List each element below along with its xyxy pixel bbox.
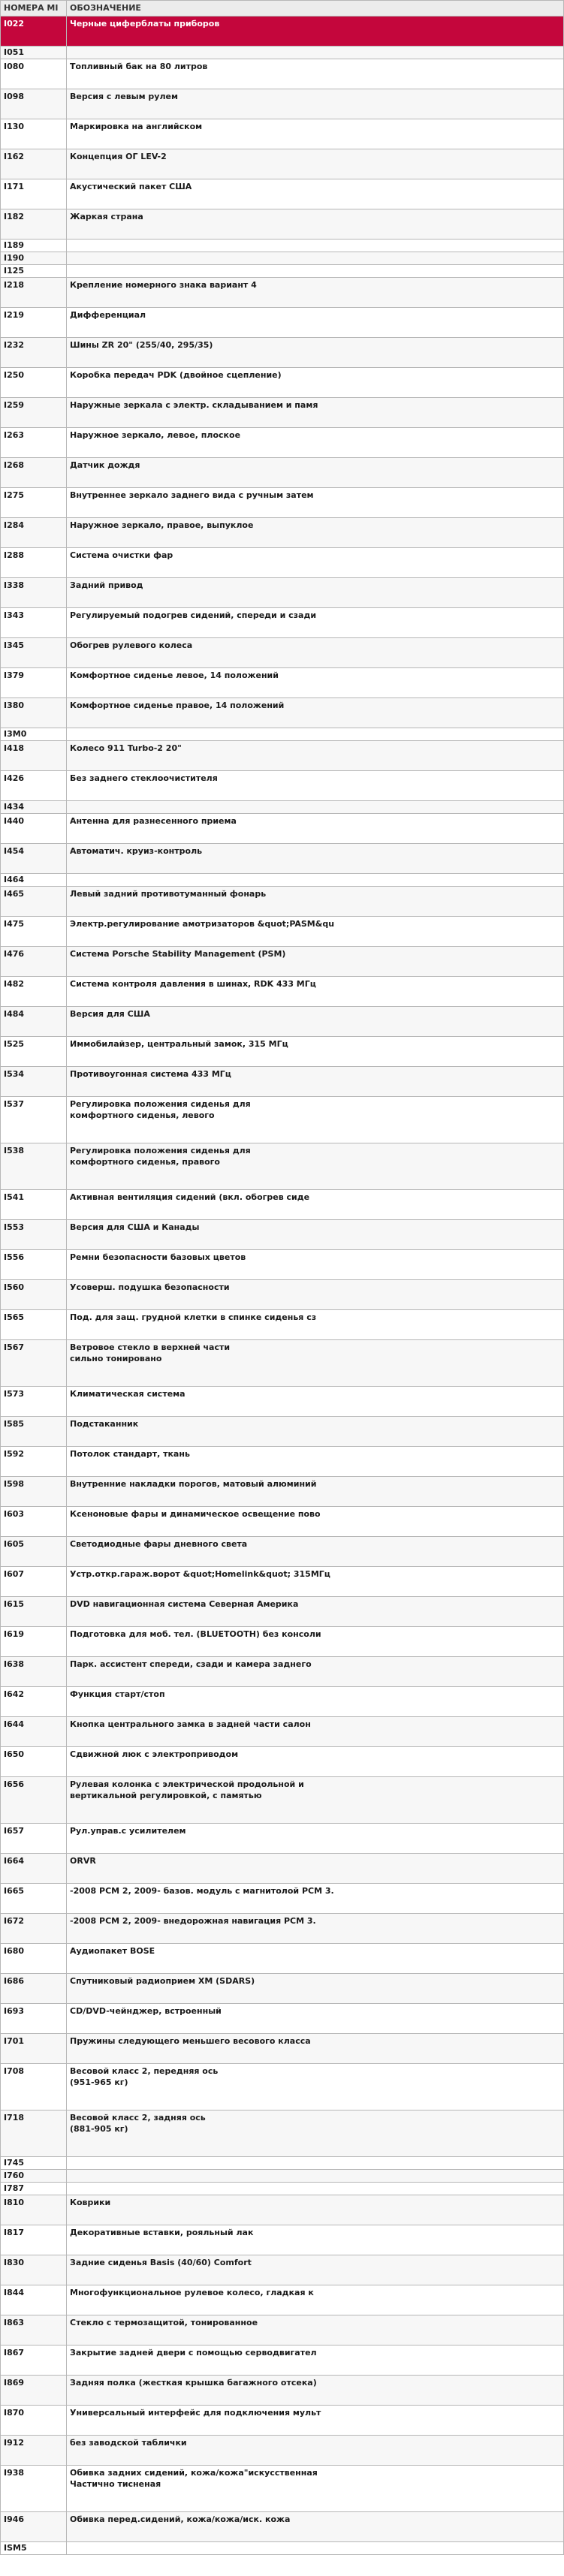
option-code: I642 — [1, 1687, 67, 1717]
option-code: I817 — [1, 2225, 67, 2255]
option-description — [67, 2157, 564, 2170]
option-code: I541 — [1, 1190, 67, 1220]
option-description: Коробка передач PDK (двойное сцепление) — [67, 368, 564, 398]
option-description: Задняя полка (жесткая крышка багажного отсека) — [67, 2376, 564, 2406]
option-description: Парк. ассистент спереди, сзади и камера заднего — [67, 1657, 564, 1687]
option-description: Иммобилайзер, центральный замок, 315 МГц — [67, 1037, 564, 1067]
table-row[interactable] — [1, 2255, 564, 2285]
option-code: I553 — [1, 1220, 67, 1250]
table-row[interactable] — [1, 2285, 564, 2315]
option-code: I680 — [1, 1944, 67, 1974]
option-code: I650 — [1, 1747, 67, 1777]
table-row[interactable] — [1, 119, 564, 149]
option-description: Противоугонная система 433 МГц — [67, 1067, 564, 1097]
table-row[interactable] — [1, 1854, 564, 1884]
option-description: Версия с левым рулем — [67, 89, 564, 119]
table-row[interactable] — [1, 2225, 564, 2255]
table-row[interactable] — [1, 1974, 564, 2004]
option-description: Акустический пакет США — [67, 179, 564, 209]
option-code: I938 — [1, 2466, 67, 2512]
table-row[interactable] — [1, 428, 564, 458]
option-code: I268 — [1, 458, 67, 488]
option-code: I182 — [1, 209, 67, 240]
table-row[interactable] — [1, 179, 564, 209]
option-code: I275 — [1, 488, 67, 518]
table-row[interactable] — [1, 917, 564, 947]
option-code: I3M0 — [1, 728, 67, 741]
option-code: I665 — [1, 1884, 67, 1914]
table-row[interactable] — [1, 1067, 564, 1097]
table-row[interactable] — [1, 2542, 564, 2555]
table-row[interactable] — [1, 240, 564, 252]
option-description: Универсальный интерфейс для подключения мульт — [67, 2406, 564, 2436]
option-code: I946 — [1, 2512, 67, 2542]
option-code: I745 — [1, 2157, 67, 2170]
option-code: I560 — [1, 1280, 67, 1310]
table-row[interactable] — [1, 265, 564, 278]
table-row[interactable] — [1, 2170, 564, 2183]
option-code: I218 — [1, 278, 67, 308]
table-row[interactable] — [1, 1310, 564, 1340]
option-code: I869 — [1, 2376, 67, 2406]
table-row[interactable] — [1, 308, 564, 338]
option-code: I598 — [1, 1477, 67, 1507]
table-row[interactable] — [1, 1280, 564, 1310]
table-row[interactable] — [1, 728, 564, 741]
option-description: Декоративные вставки, рояльный лак — [67, 2225, 564, 2255]
option-description: -2008 PCM 2, 2009- базов. модуль с магнитолой PCM 3. — [67, 1884, 564, 1914]
table-row[interactable] — [1, 887, 564, 917]
option-description: Регулировка положения сиденья для комфортного сиденья, правого — [67, 1143, 564, 1190]
option-description: Функция старт/стоп — [67, 1687, 564, 1717]
table-row[interactable] — [1, 548, 564, 578]
option-description: Электр.регулирование амотризаторов &quot;PASM&qu — [67, 917, 564, 947]
option-description: Устр.откр.гараж.ворот &quot;Homelink&quot; 315МГц — [67, 1567, 564, 1597]
option-description: Усоверш. подушка безопасности — [67, 1280, 564, 1310]
option-description: Комфортное сиденье левое, 14 положений — [67, 668, 564, 698]
option-code: I573 — [1, 1387, 67, 1417]
table-row[interactable] — [1, 518, 564, 548]
option-description: Регулировка положения сиденья для комфортного сиденья, левого — [67, 1097, 564, 1143]
option-code: I098 — [1, 89, 67, 119]
option-code: I603 — [1, 1507, 67, 1537]
table-row[interactable] — [1, 1944, 564, 1974]
table-row[interactable] — [1, 1097, 564, 1143]
option-description — [67, 2542, 564, 2555]
option-description: Без заднего стеклоочистителя — [67, 771, 564, 801]
option-description: Дифференциал — [67, 308, 564, 338]
table-row[interactable] — [1, 209, 564, 240]
table-row[interactable] — [1, 741, 564, 771]
table-row[interactable] — [1, 1417, 564, 1447]
table-row[interactable] — [1, 2034, 564, 2064]
option-description: Спутниковый радиоприем XM (SDARS) — [67, 1974, 564, 2004]
table-row[interactable] — [1, 1190, 564, 1220]
column-header-description[interactable]: ОБОЗНАЧЕНИЕ — [67, 1, 564, 17]
option-description: Рул.управ.с усилителем — [67, 1824, 564, 1854]
option-description: Наружное зеркало, левое, плоское — [67, 428, 564, 458]
option-description: Колесо 911 Turbo-2 20" — [67, 741, 564, 771]
option-code: I701 — [1, 2034, 67, 2064]
table-row[interactable] — [1, 89, 564, 119]
option-code: I426 — [1, 771, 67, 801]
option-description: Топливный бак на 80 литров — [67, 59, 564, 89]
table-row[interactable] — [1, 1567, 564, 1597]
table-row[interactable] — [1, 1824, 564, 1854]
option-code: I130 — [1, 119, 67, 149]
table-row[interactable] — [1, 2064, 564, 2111]
option-description — [67, 240, 564, 252]
option-code: I171 — [1, 179, 67, 209]
option-description: Версия для США и Канады — [67, 1220, 564, 1250]
option-description — [67, 801, 564, 814]
option-description: Комфортное сиденье правое, 14 положений — [67, 698, 564, 728]
option-code: I465 — [1, 887, 67, 917]
option-code: I288 — [1, 548, 67, 578]
option-description: Потолок стандарт, ткань — [67, 1447, 564, 1477]
option-code: I343 — [1, 608, 67, 638]
table-row[interactable] — [1, 1914, 564, 1944]
table-row[interactable] — [1, 2183, 564, 2195]
table-row[interactable] — [1, 1657, 564, 1687]
option-description — [67, 2170, 564, 2183]
option-description: Кнопка центрального замка в задней части салон — [67, 1717, 564, 1747]
option-code: I585 — [1, 1417, 67, 1447]
option-code: I125 — [1, 265, 67, 278]
option-description: Рулевая колонка с электрической продольной и вертикальной регулировкой, с памятью — [67, 1777, 564, 1824]
option-code: I638 — [1, 1657, 67, 1687]
option-description: Шины ZR 20" (255/40, 295/35) — [67, 338, 564, 368]
table-row[interactable] — [1, 1250, 564, 1280]
option-description: Антенна для разнесенного приема — [67, 814, 564, 844]
option-code: I810 — [1, 2195, 67, 2225]
table-row[interactable] — [1, 1687, 564, 1717]
table-row[interactable] — [1, 2346, 564, 2376]
option-code: I619 — [1, 1627, 67, 1657]
table-row[interactable] — [1, 278, 564, 308]
option-description: Ксеноновые фары и динамическое освещение пово — [67, 1507, 564, 1537]
table-row[interactable] — [1, 1507, 564, 1537]
option-description: Сдвижной люк с электроприводом — [67, 1747, 564, 1777]
option-description: -2008 PCM 2, 2009- внедорожная навигация PCM 3. — [67, 1914, 564, 1944]
table-row[interactable] — [1, 2315, 564, 2346]
option-description: Левый задний противотуманный фонарь — [67, 887, 564, 917]
table-row[interactable] — [1, 1387, 564, 1417]
option-code: ISM5 — [1, 2542, 67, 2555]
option-code: I863 — [1, 2315, 67, 2346]
option-description: Жаркая страна — [67, 209, 564, 240]
option-code: I250 — [1, 368, 67, 398]
table-row[interactable] — [1, 2436, 564, 2466]
table-row[interactable] — [1, 874, 564, 887]
option-code: I434 — [1, 801, 67, 814]
table-body — [1, 17, 564, 2555]
option-code: I718 — [1, 2111, 67, 2157]
option-description: Внутреннее зеркало заднего вида с ручным затем — [67, 488, 564, 518]
table-row[interactable] — [1, 947, 564, 977]
option-description: Коврики — [67, 2195, 564, 2225]
option-code: I538 — [1, 1143, 67, 1190]
option-code: I870 — [1, 2406, 67, 2436]
option-code: I440 — [1, 814, 67, 844]
option-code: I672 — [1, 1914, 67, 1944]
table-row[interactable] — [1, 844, 564, 874]
option-code: I534 — [1, 1067, 67, 1097]
option-description — [67, 252, 564, 265]
option-description: Закрытие задней двери с помощью серводвигател — [67, 2346, 564, 2376]
option-code: I051 — [1, 47, 67, 59]
option-code: I284 — [1, 518, 67, 548]
table-row[interactable] — [1, 801, 564, 814]
option-code: I537 — [1, 1097, 67, 1143]
table-row[interactable] — [1, 47, 564, 59]
table-row[interactable] — [1, 2466, 564, 2512]
option-description: Задние сиденья Basis (40/60) Comfort — [67, 2255, 564, 2285]
option-code: I475 — [1, 917, 67, 947]
table-row[interactable] — [1, 1143, 564, 1190]
option-description: Датчик дождя — [67, 458, 564, 488]
option-code: I830 — [1, 2255, 67, 2285]
option-description: Концепция ОГ LEV-2 — [67, 149, 564, 179]
option-description: Автоматич. круиз-контроль — [67, 844, 564, 874]
option-code: I476 — [1, 947, 67, 977]
option-description: Светодиодные фары дневного света — [67, 1537, 564, 1567]
option-code: I664 — [1, 1854, 67, 1884]
option-code: I565 — [1, 1310, 67, 1340]
option-description: без заводской таблички — [67, 2436, 564, 2466]
option-code: I022 — [1, 17, 67, 47]
table-row[interactable] — [1, 1220, 564, 1250]
option-description: Весовой класс 2, передняя ось (951-965 кг) — [67, 2064, 564, 2111]
table-row[interactable] — [1, 149, 564, 179]
option-code: I345 — [1, 638, 67, 668]
option-code: I787 — [1, 2183, 67, 2195]
option-description: Система очистки фар — [67, 548, 564, 578]
option-code: I657 — [1, 1824, 67, 1854]
option-description: Регулируемый подогрев сидений, спереди и сзади — [67, 608, 564, 638]
table-row[interactable] — [1, 1627, 564, 1657]
option-code: I259 — [1, 398, 67, 428]
option-code: I484 — [1, 1007, 67, 1037]
table-row[interactable] — [1, 814, 564, 844]
table-row[interactable] — [1, 17, 564, 47]
option-description: Система Porsche Stability Management (PSM) — [67, 947, 564, 977]
option-description: ORVR — [67, 1854, 564, 1884]
table-header-row — [1, 1, 564, 17]
option-code: I867 — [1, 2346, 67, 2376]
option-code: I693 — [1, 2004, 67, 2034]
option-code: I418 — [1, 741, 67, 771]
option-description: Ветровое стекло в верхней части сильно тонировано — [67, 1340, 564, 1387]
option-code: I615 — [1, 1597, 67, 1627]
option-code: I912 — [1, 2436, 67, 2466]
table-row[interactable] — [1, 1477, 564, 1507]
option-code: I219 — [1, 308, 67, 338]
option-code: I592 — [1, 1447, 67, 1477]
option-code: I482 — [1, 977, 67, 1007]
table-row[interactable] — [1, 2406, 564, 2436]
option-code: I607 — [1, 1567, 67, 1597]
option-description: Черные циферблаты приборов — [67, 17, 564, 47]
option-code: I454 — [1, 844, 67, 874]
option-code: I080 — [1, 59, 67, 89]
option-description — [67, 2183, 564, 2195]
table-row[interactable] — [1, 1884, 564, 1914]
option-description: Весовой класс 2, задняя ось (881-905 кг) — [67, 2111, 564, 2157]
table-row[interactable] — [1, 2512, 564, 2542]
table-row[interactable] — [1, 1007, 564, 1037]
option-code: I263 — [1, 428, 67, 458]
option-description: Подготовка для моб. тел. (BLUETOOTH) без консоли — [67, 1627, 564, 1657]
table-row[interactable] — [1, 1717, 564, 1747]
option-code: I605 — [1, 1537, 67, 1567]
column-header-code[interactable]: НОМЕРА МІ — [1, 1, 67, 17]
option-code: I190 — [1, 252, 67, 265]
option-description: Многофункциональное рулевое колесо, гладкая к — [67, 2285, 564, 2315]
table-row[interactable] — [1, 1037, 564, 1067]
table-row[interactable] — [1, 59, 564, 89]
option-description: Ремни безопасности базовых цветов — [67, 1250, 564, 1280]
table-row[interactable] — [1, 1747, 564, 1777]
option-code: I162 — [1, 149, 67, 179]
table-row[interactable] — [1, 1447, 564, 1477]
option-description: Внутренние накладки порогов, матовый алюминий — [67, 1477, 564, 1507]
option-code: I525 — [1, 1037, 67, 1067]
table-row[interactable] — [1, 698, 564, 728]
table-row[interactable] — [1, 338, 564, 368]
table-row[interactable] — [1, 2111, 564, 2157]
table-row[interactable] — [1, 368, 564, 398]
table-row[interactable] — [1, 2157, 564, 2170]
option-description: Аудиопакет BOSE — [67, 1944, 564, 1974]
option-description: Версия для США — [67, 1007, 564, 1037]
table-row[interactable] — [1, 668, 564, 698]
option-description — [67, 728, 564, 741]
table-row[interactable] — [1, 252, 564, 265]
option-code: I556 — [1, 1250, 67, 1280]
option-description: Обивка перед.сидений, кожа/кожа/иск. кожа — [67, 2512, 564, 2542]
table-row[interactable] — [1, 638, 564, 668]
option-code: I189 — [1, 240, 67, 252]
table-row[interactable] — [1, 398, 564, 428]
option-description: Обивка задних сидений, кожа/кожа"искусственная Частично тисненая — [67, 2466, 564, 2512]
option-code: I232 — [1, 338, 67, 368]
option-description — [67, 47, 564, 59]
option-description: Задний привод — [67, 578, 564, 608]
table-row[interactable] — [1, 2004, 564, 2034]
option-description: Пружины следующего меньшего весового класса — [67, 2034, 564, 2064]
option-description: Система контроля давления в шинах, RDK 433 МГц — [67, 977, 564, 1007]
option-code: I686 — [1, 1974, 67, 2004]
option-description: Обогрев рулевого колеса — [67, 638, 564, 668]
option-description: Стекло с термозащитой, тонированное — [67, 2315, 564, 2346]
option-code: I338 — [1, 578, 67, 608]
table-row[interactable] — [1, 1340, 564, 1387]
option-description — [67, 265, 564, 278]
table-row[interactable] — [1, 458, 564, 488]
table-row[interactable] — [1, 2195, 564, 2225]
option-description: CD/DVD-чейнджер, встроенный — [67, 2004, 564, 2034]
option-description: Под. для защ. грудной клетки в спинке сиденья сз — [67, 1310, 564, 1340]
table-row[interactable] — [1, 771, 564, 801]
option-description: Подстаканник — [67, 1417, 564, 1447]
option-description: Маркировка на английском — [67, 119, 564, 149]
option-code: I708 — [1, 2064, 67, 2111]
table-row[interactable] — [1, 2376, 564, 2406]
table-row[interactable] — [1, 578, 564, 608]
option-code: I567 — [1, 1340, 67, 1387]
option-description — [67, 874, 564, 887]
option-code: I644 — [1, 1717, 67, 1747]
option-code: I760 — [1, 2170, 67, 2183]
option-description: Наружные зеркала с электр. складыванием и памя — [67, 398, 564, 428]
option-code: I464 — [1, 874, 67, 887]
table-row[interactable] — [1, 977, 564, 1007]
table-row[interactable] — [1, 1597, 564, 1627]
option-description: DVD навигационная система Северная Америка — [67, 1597, 564, 1627]
option-code: I844 — [1, 2285, 67, 2315]
table-row[interactable] — [1, 1777, 564, 1824]
option-code: I656 — [1, 1777, 67, 1824]
option-code: I379 — [1, 668, 67, 698]
option-description: Активная вентиляция сидений (вкл. обогрев сиде — [67, 1190, 564, 1220]
option-description: Климатическая система — [67, 1387, 564, 1417]
option-code: I380 — [1, 698, 67, 728]
table-row[interactable] — [1, 1537, 564, 1567]
option-description: Наружное зеркало, правое, выпуклое — [67, 518, 564, 548]
table-row[interactable] — [1, 488, 564, 518]
table-row[interactable] — [1, 608, 564, 638]
option-description: Крепление номерного знака вариант 4 — [67, 278, 564, 308]
